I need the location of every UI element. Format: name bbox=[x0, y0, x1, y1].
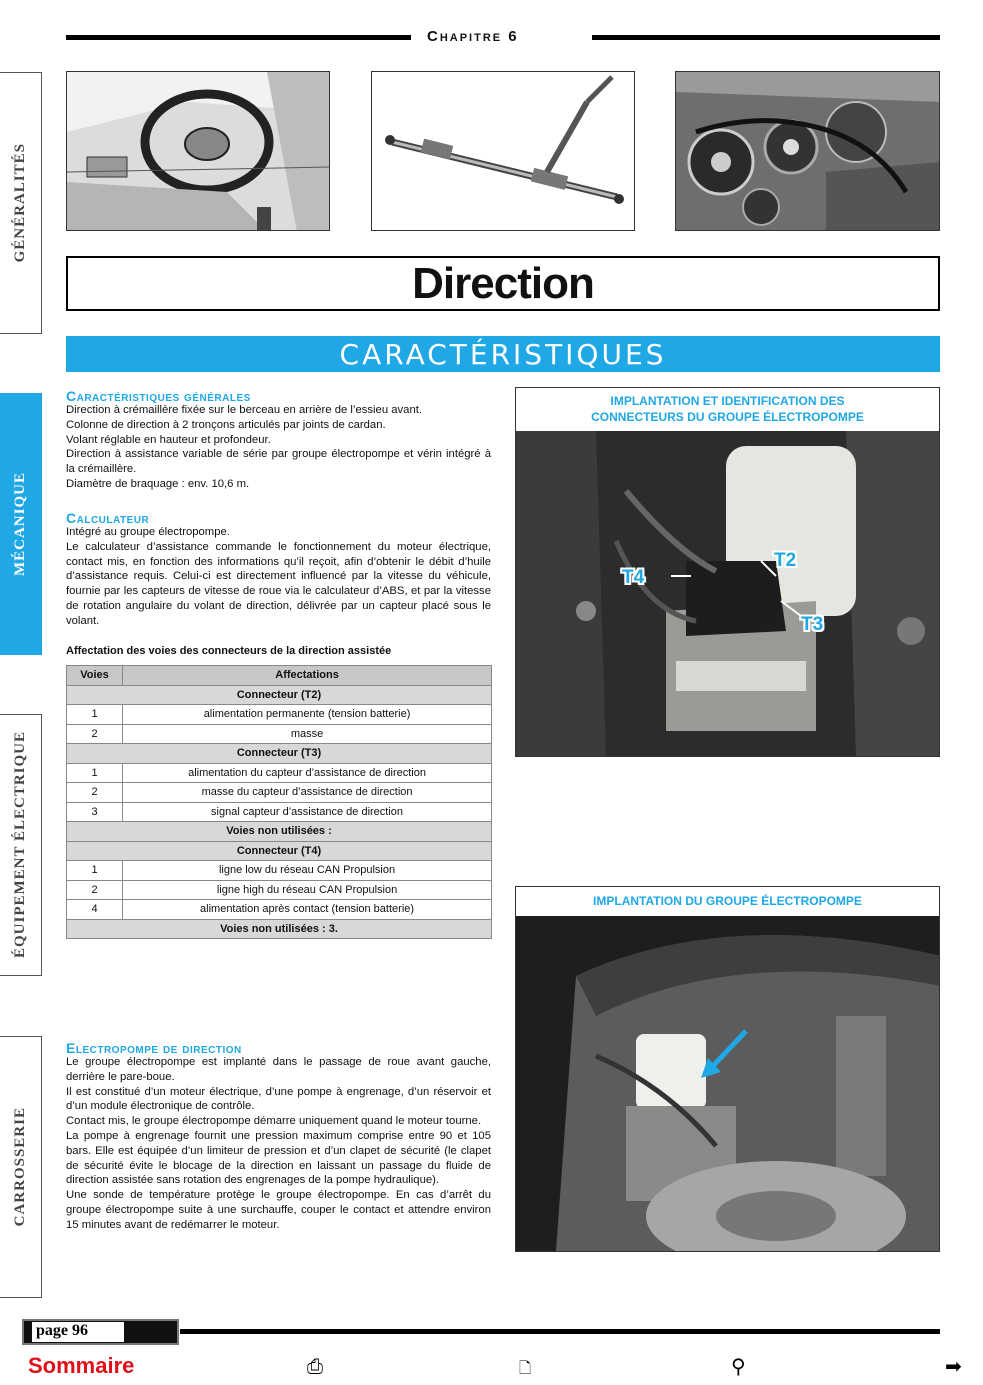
footer-rule bbox=[180, 1329, 940, 1334]
generales-line: Direction à crémaillère fixée sur le berceau en arrière de l’essieu avant. bbox=[66, 404, 423, 416]
table-subheader bbox=[67, 841, 492, 861]
cell-affect: alimentation après contact (tension batterie) bbox=[123, 900, 492, 920]
section-title: CARACTÉRISTIQUES bbox=[339, 337, 667, 371]
cell-voie: 2 bbox=[67, 724, 123, 744]
table-subheader bbox=[67, 822, 492, 842]
tab-mecanique[interactable] bbox=[0, 393, 42, 655]
table-subheader bbox=[67, 685, 492, 705]
tab-equipement-label: ÉQUIPEMENT ÉLECTRIQUE bbox=[12, 731, 28, 959]
t4-unused: Voies non utilisées : 3. bbox=[67, 919, 492, 939]
cell-voie: 2 bbox=[67, 783, 123, 803]
calculateur-line: Intégré au groupe électropompe. bbox=[66, 526, 230, 538]
tab-carrosserie-label: CARROSSERIE bbox=[12, 1107, 28, 1227]
tag-t3: T3 bbox=[801, 614, 824, 635]
connector-t3: Connecteur (T3) bbox=[67, 744, 492, 764]
table-header-row bbox=[67, 666, 492, 686]
photo-connecteurs-caption: IMPLANTATION ET IDENTIFICATION DES CONNECTEURS DU GROUPE ÉLECTROPOMPE bbox=[591, 394, 864, 424]
next-arrow-icon[interactable]: ➡ bbox=[945, 1354, 962, 1378]
electropompe-line: Le groupe électropompe est implanté dans le passage de roue avant gauche, derrière le pare-boue. bbox=[66, 1056, 491, 1083]
electropompe-block bbox=[66, 1041, 491, 1233]
photo-connecteurs bbox=[515, 387, 940, 757]
page-title-box bbox=[66, 256, 940, 311]
illustration-steering-rack bbox=[371, 71, 635, 231]
electropompe-line: Il est constitué d’un moteur électrique, d’une pompe à engrenage, d’un réservoir et d’un module électronique de contrôle. bbox=[66, 1085, 491, 1113]
table-row bbox=[67, 802, 492, 822]
table-row bbox=[67, 724, 492, 744]
zoom-page-icon[interactable]: 🗋 bbox=[519, 1359, 532, 1377]
cell-affect: masse bbox=[123, 724, 492, 744]
col-affectations: Affectations bbox=[123, 666, 492, 686]
col-voies: Voies bbox=[67, 666, 123, 686]
t3-unused: Voies non utilisées : bbox=[67, 822, 492, 842]
tab-mecanique-label: MÉCANIQUE bbox=[12, 471, 28, 576]
generales-line: Volant réglable en hauteur et profondeur. bbox=[66, 433, 271, 446]
generales-line: Colonne de direction à 2 tronçons articulés par joints de cardan. bbox=[66, 418, 386, 431]
cell-affect: ligne high du réseau CAN Propulsion bbox=[123, 880, 492, 900]
cell-voie: 1 bbox=[67, 705, 123, 725]
table-row bbox=[67, 783, 492, 803]
generales-line: Direction à assistance variable de série par groupe électropompe et vérin intégré à la crémaillère. bbox=[66, 448, 491, 476]
generales-block bbox=[66, 389, 491, 492]
photo-connecteurs-image bbox=[516, 431, 939, 756]
table-row bbox=[67, 880, 492, 900]
photo-groupe bbox=[515, 886, 940, 1252]
chapter-label: Chapitre 6 bbox=[427, 28, 519, 45]
electropompe-line: Une sonde de température protège le groupe électropompe. En cas d’arrêt du groupe électropompe suite à une surchauffe, couper le contact et attendre environ 15 minutes avant de redémarrer le moteur. bbox=[66, 1189, 491, 1231]
electropompe-heading: Electropompe de direction bbox=[66, 1040, 242, 1056]
table-subheader bbox=[67, 744, 492, 764]
tab-generalites[interactable] bbox=[0, 72, 42, 334]
page-number: page 96 bbox=[36, 1322, 88, 1339]
tab-generalites-label: GÉNÉRALITÉS bbox=[12, 143, 28, 263]
cell-affect: alimentation du capteur d’assistance de direction bbox=[123, 763, 492, 783]
calculateur-line: Le calculateur d’assistance commande le fonctionnement du moteur électrique, contact mis, en fonction des informations qu’il reçoit, afin d’obtenir le débit d’huile d’assistance requis. Celui-ci est directement influencé par la vitesse du véhicule, fournie par les capteurs de vitesse de roue via le calculateur d’ABS, et par la vitesse de rotation angulaire du volant de direction, délivrée par un capteur placé sous le volant. bbox=[66, 540, 491, 627]
generales-line: Diamètre de braquage : env. 10,6 m. bbox=[66, 477, 250, 490]
cell-voie: 1 bbox=[67, 861, 123, 881]
calculateur-block bbox=[66, 511, 491, 629]
illustration-steering-wheel bbox=[66, 71, 330, 231]
cell-voie: 1 bbox=[67, 763, 123, 783]
sommaire-link[interactable]: Sommaire bbox=[28, 1353, 135, 1378]
page-number-bg bbox=[32, 1322, 124, 1342]
electropompe-line: Contact mis, le groupe électropompe démarre uniquement quand le moteur tourne. bbox=[66, 1115, 482, 1128]
cell-voie: 4 bbox=[67, 900, 123, 920]
connector-t2: Connecteur (T2) bbox=[67, 685, 492, 705]
header-rule-left bbox=[66, 35, 411, 40]
electropompe-line: La pompe à engrenage fournit une pression maximum comprise entre 90 et 105 bars. Elle est équipée d’un limiteur de pression et d’un clapet de sécurité (le clapet de sécurité évite le blocage de la direction en laissant un passage du fluide de direction assistée sans rotation des engrenages de la pompe hydraulique). bbox=[66, 1129, 491, 1187]
generales-heading: Caractéristiques générales bbox=[66, 388, 251, 404]
tag-t2: T2 bbox=[774, 550, 797, 571]
cell-affect: ligne low du réseau CAN Propulsion bbox=[123, 861, 492, 881]
page-title: Direction bbox=[412, 258, 594, 308]
page-number-box bbox=[22, 1319, 179, 1345]
calculateur-heading: Calculateur bbox=[66, 510, 150, 526]
table-row bbox=[67, 705, 492, 725]
tab-carrosserie[interactable] bbox=[0, 1036, 42, 1298]
tag-t4: T4 bbox=[622, 567, 645, 588]
illustration-engine-bay bbox=[675, 71, 940, 231]
table-row bbox=[67, 763, 492, 783]
binoculars-icon[interactable]: ⚲ bbox=[731, 1354, 746, 1378]
cell-affect: masse du capteur d’assistance de direction bbox=[123, 783, 492, 803]
cell-affect: signal capteur d’assistance de direction bbox=[123, 802, 492, 822]
cell-affect: alimentation permanente (tension batterie) bbox=[123, 705, 492, 725]
connector-t4: Connecteur (T4) bbox=[67, 841, 492, 861]
cell-voie: 3 bbox=[67, 802, 123, 822]
photo-groupe-caption: IMPLANTATION DU GROUPE ÉLECTROPOMPE bbox=[593, 894, 862, 908]
table-row bbox=[67, 900, 492, 920]
photo-groupe-image bbox=[516, 916, 939, 1251]
print-icon[interactable]: ⎙ bbox=[307, 1354, 323, 1378]
header-rule-right bbox=[592, 35, 940, 40]
section-banner bbox=[66, 336, 940, 372]
cell-voie: 2 bbox=[67, 880, 123, 900]
connector-table bbox=[66, 665, 492, 939]
table-row bbox=[67, 861, 492, 881]
table-title: Affectation des voies des connecteurs de la direction assistée bbox=[66, 645, 392, 657]
table-subheader bbox=[67, 919, 492, 939]
tab-equipement-electrique[interactable] bbox=[0, 714, 42, 976]
